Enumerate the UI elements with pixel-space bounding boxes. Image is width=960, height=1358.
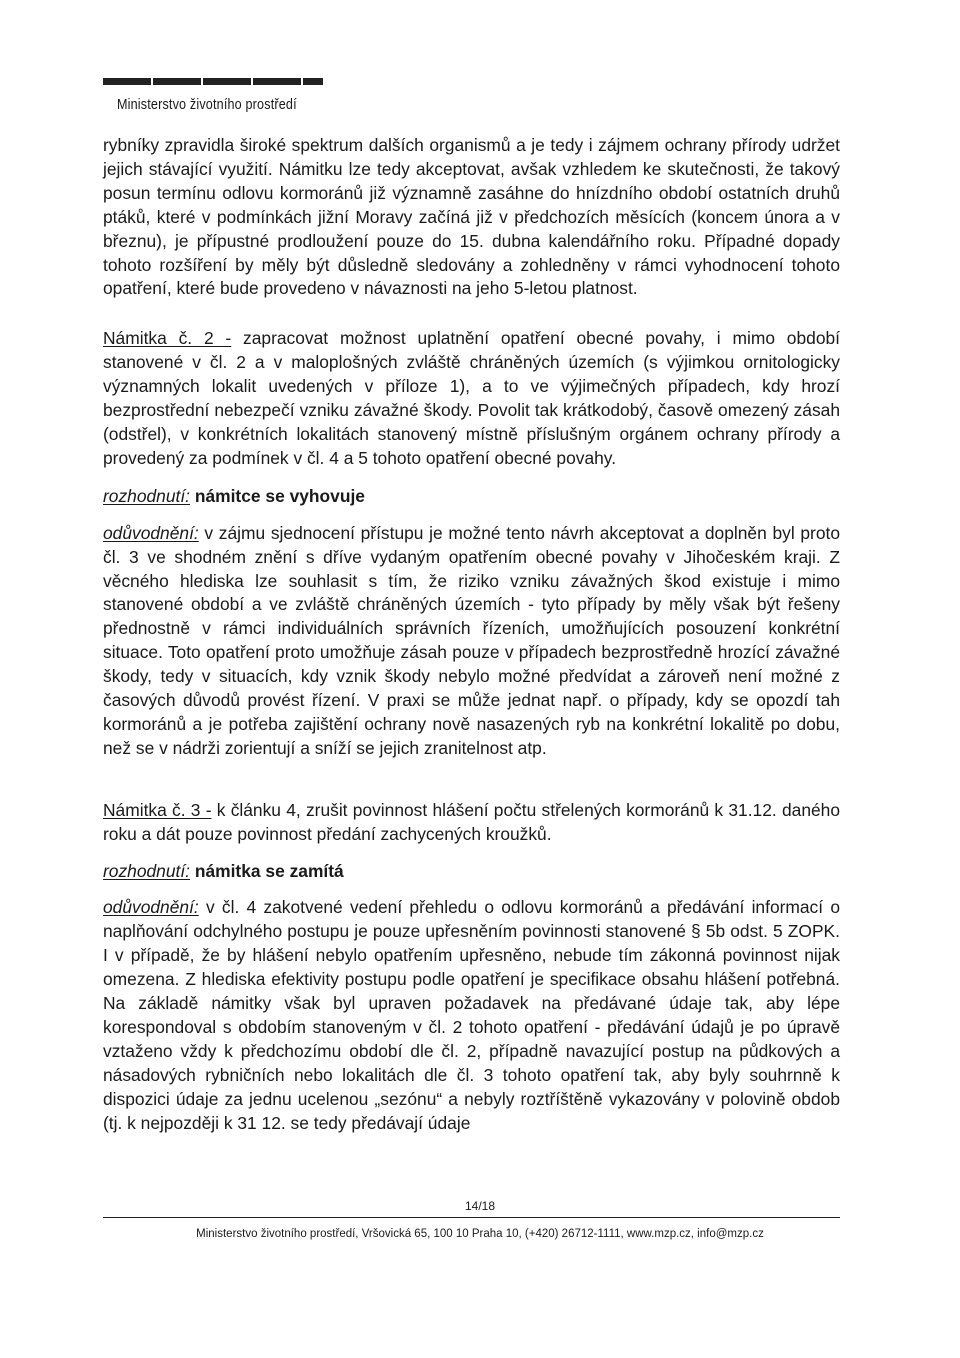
reasoning-text: v čl. 4 zakotvené vedení přehledu o odlovu kormoránů a předávání informací o naplňování odchylného postupu je pouze upřesněním povinnosti stanovené § 5b odst. 5 ZOPK. I v případě, že by hlášení nebylo opatřením upřesněno, nebude tím zákonná povinnost nijak omezena. Z hlediska efektivity postupu podle opatření je specifikace obsahu hlášení potřebná. Na základě námitky však byl upraven požadavek na předávané údaje tak, aby lépe korespondoval s obdobím stanoveným v čl. 2 tohoto opatření - předávání údajů je po úpravě vztaženo vždy k předchozímu období dle čl. 2, případně navazující postup na půdkových a násadových rybničních nebo lokalitách dle čl. 3 tohoto opatření tak, aby byly souhrnně k dispozici údaje za jednu ucelenou „sezónu“ a nebyly roztříštěně vykazovány v polovině obdob (tj. k nejpozději k 31 12. se tedy předávají údaje (103, 897, 840, 1133)
objection-2 (103, 327, 840, 470)
reasoning-label: odůvodnění: (103, 522, 199, 543)
decision-text: námitka se zamítá (190, 860, 344, 881)
paragraph-continuation: rybníky zpravidla široké spektrum dalších organismů a je tedy i zájmem ochrany přírody udržet jejich stávající využití. Námitku lze tedy akceptovat, avšak vzhledem ke skutečnosti, že takový posun termínu odlovu kormoránů již významně zasáhne do hnízdního období ostatních druhů ptáků, které v podmínkách jižní Moravy začíná již v předchozích měsících (koncem února a v březnu), je přípustné prodloužení pouze do 15. dubna kalendářního roku. Případné dopady tohoto rozšíření by měly být důsledně sledovány a zohledněny v rámci vyhodnocení tohoto opatření, které bude provedeno v návaznosti na jeho 5-letou platnost. (103, 135, 840, 299)
ministry-header-title: Ministerstvo životního prostředí (117, 96, 297, 113)
objection-3-decision (103, 860, 840, 884)
objection-2-label: Námitka č. 2 - (103, 328, 232, 349)
objection-3-text: k článku 4, zrušit povinnost hlášení počtu střelených kormoránů k 31.12. daného roku a dát pouze povinnost předání zachycených kroužků. (103, 799, 841, 844)
page-number: 14/18 (464, 1199, 496, 1213)
document-body (103, 134, 840, 1136)
decision-text: námitce se vyhovuje (190, 485, 365, 506)
footer-rule (103, 1217, 840, 1218)
objection-3-label: Námitka č. 3 - (103, 799, 212, 820)
reasoning-text: v zájmu sjednocení přístupu je možné tento návrh akceptovat a doplněn byl proto čl. 3 ve shodném znění s dříve vydaným opatřením obecné povahy v Jihočeském kraji. Z věcného hlediska lze souhlasit s tím, že riziko vzniku závažných škod existuje i mimo stanovené období a ve zvláště chráněných územích - tyto případy by měly však být řešeny přednostně v rámci individuálních správních řízeních, umožňujících posouzení konkrétní situace. Toto opatření proto umožňuje zásah pouze v případech bezprostředně hrozící závažné škody, tedy v situacích, kdy vznik škody nebylo možné předvídat a zároveň není možné z časových důvodů provést řízení. V praxi se může jednat např. o případy, kdy se opozdí tah kormoránů a je potřeba zajištění ochrany nově nasazených ryb na konkrétní lokalitě po dobu, než se v nádrži zorientují a sníží se jejich zranitelnost atp. (103, 522, 840, 758)
header-rule (103, 78, 323, 85)
footer-contact: Ministerstvo životního prostředí, Vršovická 65, 100 10 Praha 10, (+420) 26712-1111, www.mzp.cz, info@mzp.cz (196, 1228, 764, 1240)
objection-3 (103, 799, 840, 847)
decision-label: rozhodnutí: (103, 860, 191, 881)
objection-2-reasoning (103, 522, 840, 761)
objection-3-reasoning (103, 896, 840, 1135)
objection-2-decision (103, 485, 840, 509)
reasoning-label: odůvodnění: (103, 897, 199, 918)
objection-2-text: zapracovat možnost uplatnění opatření obecné povahy, i mimo období stanovené v čl. 2 a v maloplošných zvláště chráněných územích (s výjimkou ornitologicky významných lokalit uvedených v příloze 1), a to ve výjimečných případech, kdy hrozí bezprostřední nebezpečí vzniku závažné škody. Povolit tak krátkodobý, časově omezený zásah (odstřel), v konkrétních lokalitách stanovený místně příslušným orgánem ochrany přírody a provedený za podmínek v čl. 4 a 5 tohoto opatření obecné povahy. (103, 328, 841, 468)
decision-label: rozhodnutí: (103, 485, 191, 506)
